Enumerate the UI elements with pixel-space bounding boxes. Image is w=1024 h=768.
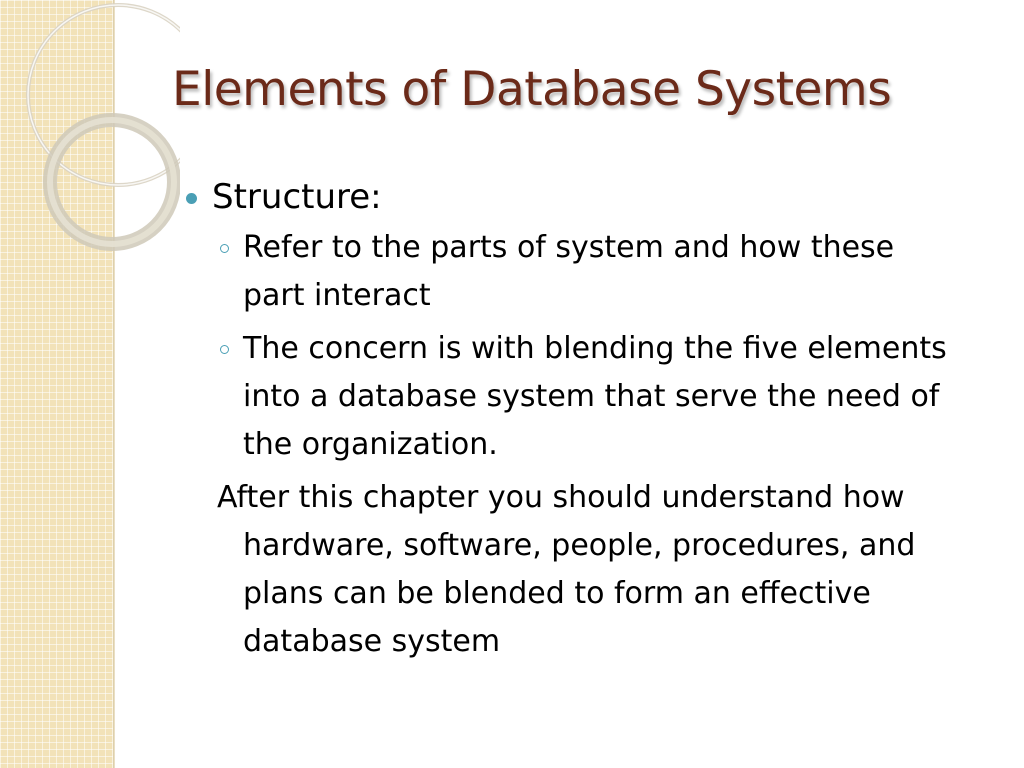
sub-bullet-label: Refer to the parts of system and how these part interact [243,230,895,313]
ring-decoration-icon [0,0,180,260]
slide-title: Elements of Database Systems [172,62,892,117]
sub-bullet-parts [184,224,963,320]
chapter-summary-paragraph: After this chapter you should understand how hardware, software, people, procedures, and plans can be blended to form an effective database system [217,480,916,659]
sub-bullet-label: The concern is with blending the five elements into a database system that serve the need of the organization. [243,331,947,462]
bullet-structure [184,176,974,218]
filled-circle-bullet-icon [186,193,197,204]
hollow-circle-bullet-icon [220,345,229,354]
hollow-circle-bullet-icon [220,244,229,253]
sub-bullet-concern [184,325,963,469]
slide-content [184,176,974,666]
bullet-label: Structure: [212,177,382,217]
